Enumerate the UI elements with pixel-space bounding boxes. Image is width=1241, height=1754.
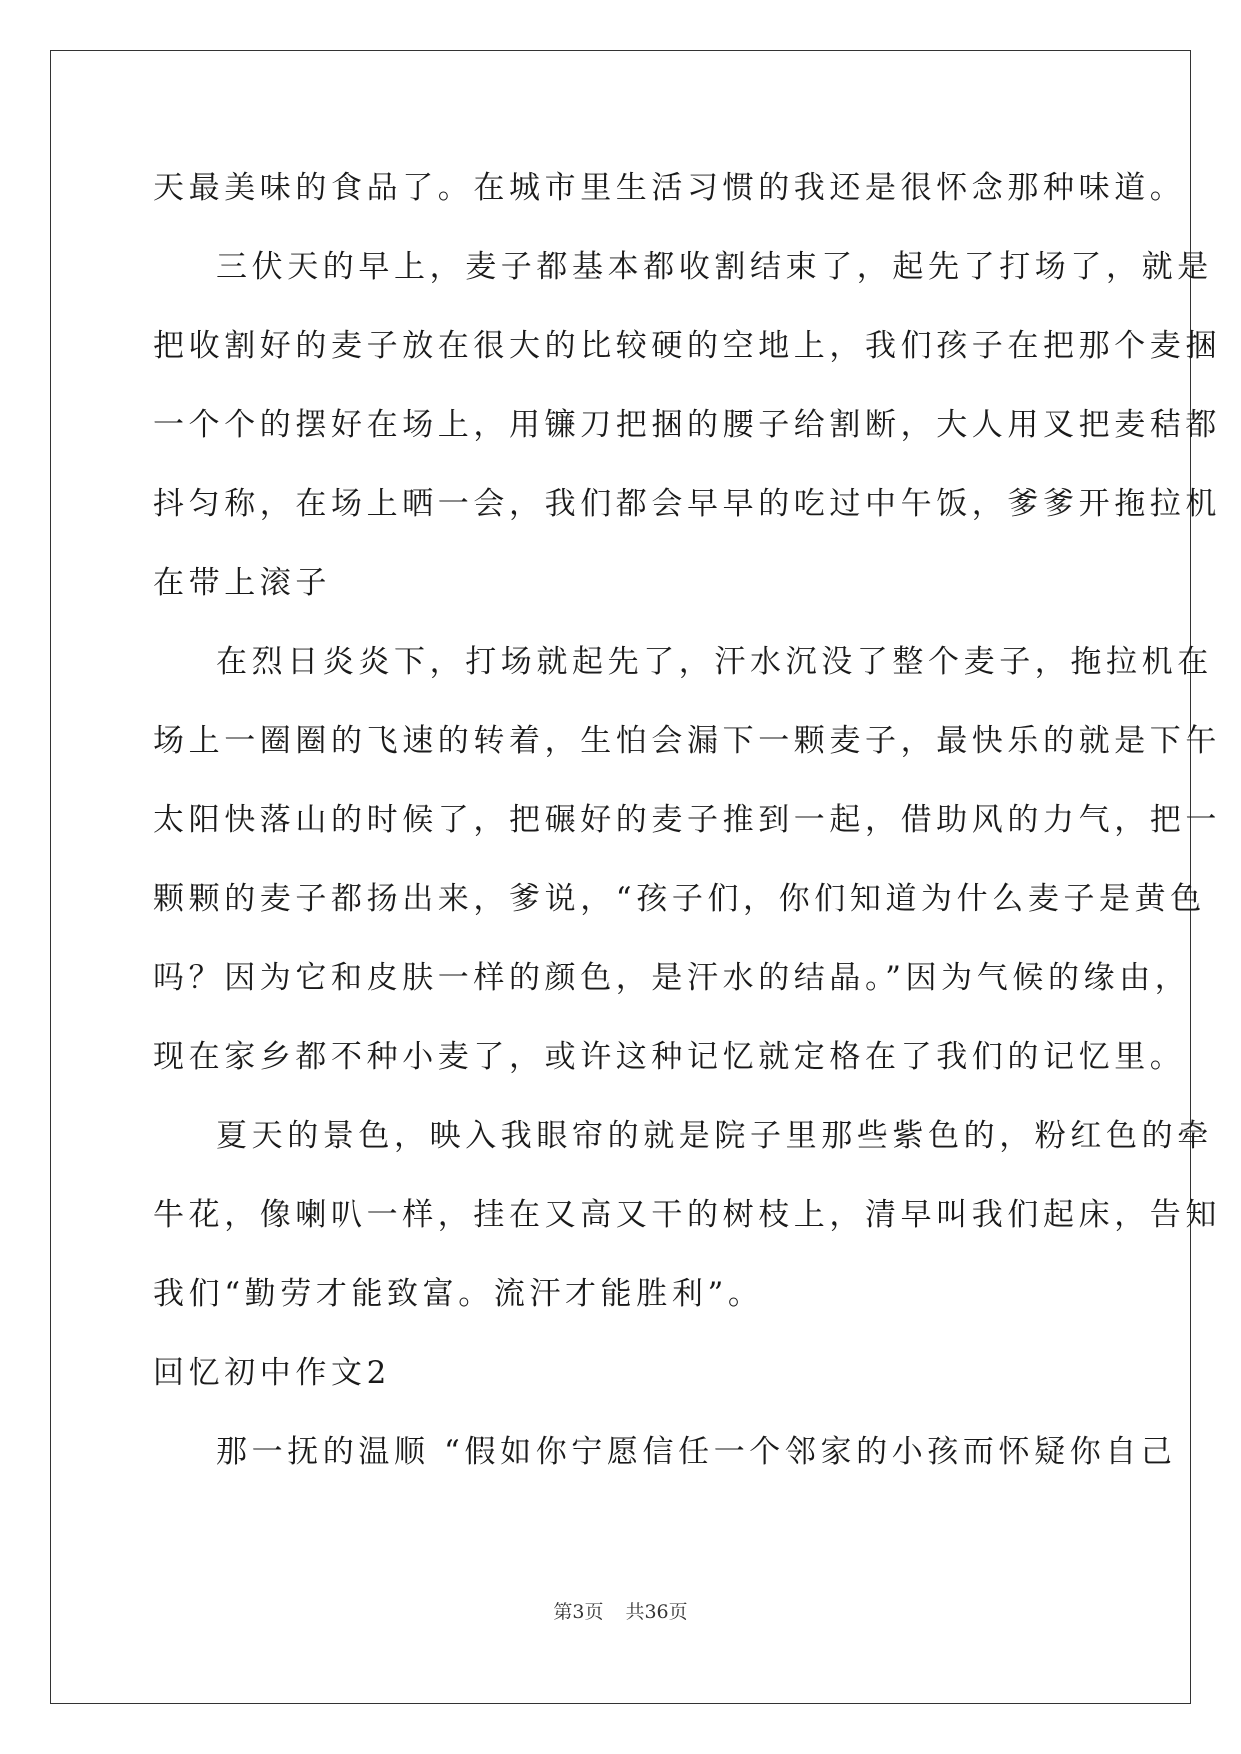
text-line: 三伏天的早上，麦子都基本都收割结束了，起先了打场了，就是 — [216, 249, 1213, 285]
text-line: 天最美味的食品了。在城市里生活习惯的我还是很怀念那种味道。 — [153, 170, 1186, 206]
text-line: 现在家乡都不种小麦了，或许这种记忆就定格在了我们的记忆里。 — [153, 1039, 1186, 1075]
text-line: 那一抚的温顺 “假如你宁愿信任一个邻家的小孩而怀疑你自己 — [216, 1434, 1177, 1470]
text-line: 我们“勤劳才能致富。流汗才能胜利”。 — [153, 1276, 764, 1312]
text-line: 抖匀称，在场上晒一会，我们都会早早的吃过中午饭，爹爹开拖拉机 — [153, 486, 1221, 522]
text-line: 夏天的景色，映入我眼帘的就是院子里那些紫色的，粉红色的牵 — [216, 1118, 1213, 1154]
section-heading: 回忆初中作文2 — [153, 1355, 391, 1391]
text-line: 在带上滚子 — [153, 565, 331, 601]
document-body — [153, 160, 1221, 1503]
page-total: 共36页 — [625, 1601, 688, 1623]
text-line: 牛花，像喇叭一样，挂在又高又干的树枝上，清早叫我们起床，告知 — [153, 1197, 1221, 1233]
page-footer — [0, 1600, 1241, 1624]
text-line: 在烈日炎炎下，打场就起先了，汗水沉没了整个麦子，拖拉机在 — [216, 644, 1213, 680]
page-number: 第3页 — [553, 1601, 604, 1623]
text-line: 场上一圈圈的飞速的转着，生怕会漏下一颗麦子，最快乐的就是下午 — [153, 723, 1221, 759]
text-line: 吗？因为它和皮肤一样的颜色，是汗水的结晶。”因为气候的缘由， — [153, 960, 1191, 996]
text-line: 太阳快落山的时候了，把碾好的麦子推到一起，借助风的力气，把一 — [153, 802, 1221, 838]
text-line: 一个个的摆好在场上，用镰刀把捆的腰子给割断，大人用叉把麦秸都 — [153, 407, 1221, 443]
text-line: 颗颗的麦子都扬出来，爹说，“孩子们，你们知道为什么麦子是黄色 — [153, 881, 1206, 917]
text-line: 把收割好的麦子放在很大的比较硬的空地上，我们孩子在把那个麦捆 — [153, 328, 1221, 364]
